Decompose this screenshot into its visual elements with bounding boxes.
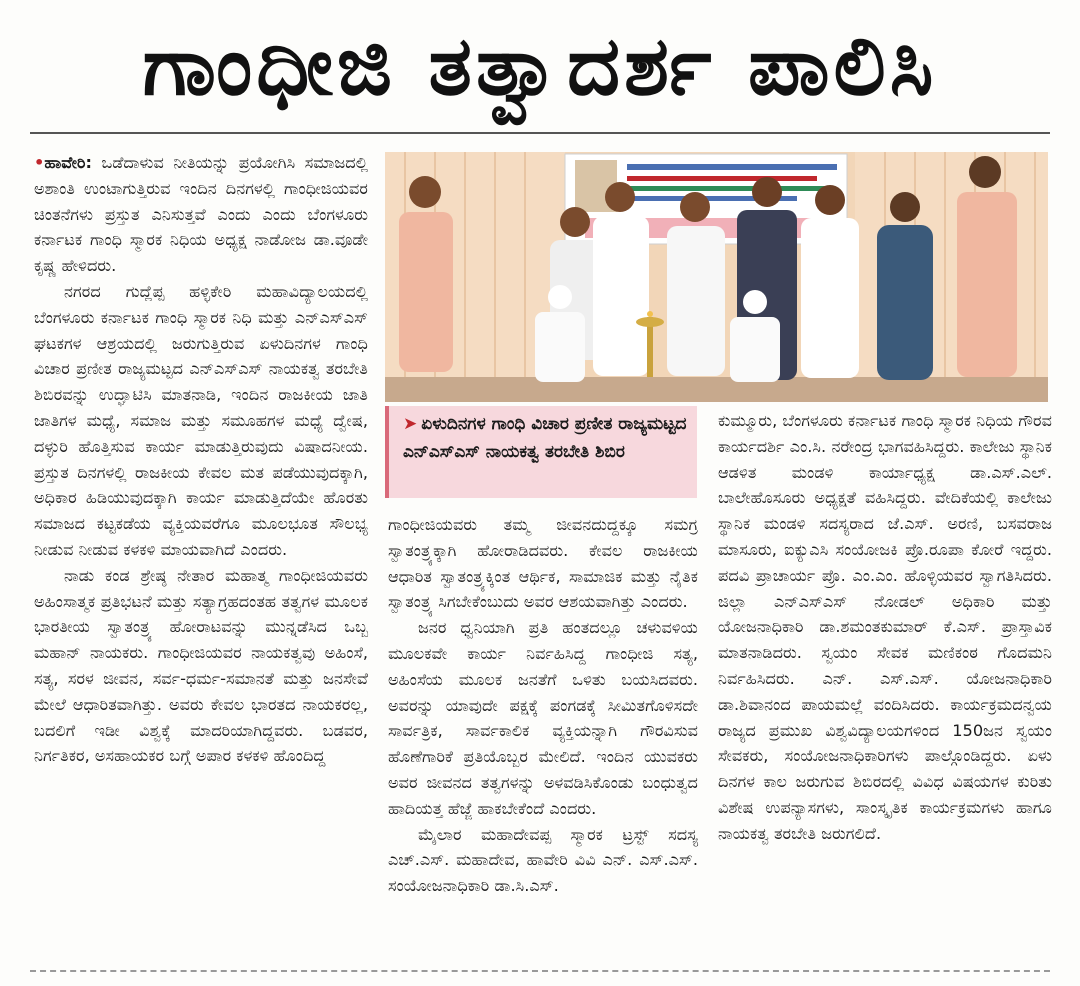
article-column-2	[388, 512, 698, 899]
event-photo-illustration	[385, 152, 1048, 402]
caption-arrow-icon: ➤	[403, 414, 418, 434]
article-paragraph: ಗಾಂಧೀಜಿಯವರು ತಮ್ಮ ಜೀವನದುದ್ದಕ್ಕೂ ಸಮಗ್ರ ಸ್ವಾತಂತ್ರ್ಯಕ್ಕಾಗಿ ಹೋರಾಡಿದವರು. ಕೇವಲ ರಾಜಕೀಯ ಆಧಾರಿತ ಸ್ವಾತಂತ್ರ್ಯಕ್ಕಿಂತ ಆರ್ಥಿಕ, ಸಾಮಾಜಿಕ ಮತ್ತು ನೈತಿಕ ಸ್ವಾತಂತ್ರ್ಯ ಸಿಗಬೇಕೆಂಬುದು ಅವರ ಆಶಯವಾಗಿತ್ತು ಎಂದರು.	[388, 515, 698, 612]
article-paragraph: ನಗರದ ಗುದ್ಲೆಪ್ಪ ಹಳ್ಳಿಕೇರಿ ಮಹಾವಿದ್ಯಾಲಯದಲ್ಲಿ ಬೆಂಗಳೂರು ಕರ್ನಾಟಕ ಗಾಂಧಿ ಸ್ಮಾರಕ ನಿಧಿ ಮತ್ತು ಎನ್‌ಎಸ್‌ಎಸ್ ಘಟಕಗಳ ಆಶ್ರಯದಲ್ಲಿ ಜರುಗುತ್ತಿರುವ ಏಳುದಿನಗಳ ಗಾಂಧಿ ವಿಚಾರ ಪ್ರಣೀತ ರಾಜ್ಯಮಟ್ಟದ ಎನ್‌ಎಸ್‌ಎಸ್ ನಾಯಕತ್ವ ತರಬೇತಿ ಶಿಬಿರವನ್ನು ಉದ್ಘಾಟಿಸಿ ಮಾತನಾಡಿ, ಇಂದಿನ ರಾಜಕೀಯ ಜಾತಿ ಜಾತಿಗಳ ಮಧ್ಯೆ, ಸಮಾಜ ಮತ್ತು ಸಮೂಹಗಳ ಮಧ್ಯೆ ದ್ವೇಷ, ದಳ್ಳುರಿ ಹೊತ್ತಿಸುವ ಕಾರ್ಯ ಮಾಡುತ್ತಿರುವುದು ವಿಷಾದನೀಯ. ಪ್ರಸ್ತುತ ದಿನಗಳಲ್ಲಿ ರಾಜಕೀಯ ಕೇವಲ ಮತ ಪಡೆಯುವುದಕ್ಕಾಗಿ, ಅಧಿಕಾರ ಹಿಡಿಯುವುದಕ್ಕಾಗಿ ಕಾರ್ಯ ಮಾಡುತ್ತಿದೆಯೇ ಹೊರತು ಸಮಾಜದ ಕಟ್ಟಕಡೆಯ ವ್ಯಕ್ತಿಯವರೆಗೂ ಮೂಲಭೂತ ಸೌಲಭ್ಯ ನೀಡುವ ನೀಡುವ ಕಳಕಳಿ ಮಾಯವಾಗಿದೆ ಎಂದರು.	[34, 281, 368, 559]
paragraph-text: ಒಡೆದಾಳುವ ನೀತಿಯನ್ನು ಪ್ರಯೋಗಿಸಿ ಸಮಾಜದಲ್ಲಿ ಅಶಾಂತಿ ಉಂಟಾಗುತ್ತಿರುವ ಇಂದಿನ ದಿನಗಳಲ್ಲಿ ಗಾಂಧೀಜಿಯವರ ಚಿಂತನೆಗಳು ಪ್ರಸ್ತುತ ಎನಿಸುತ್ತವೆ ಎಂದು ಎಂದು ಬೆಂಗಳೂರು ಕರ್ನಾಟಕ ಗಾಂಧಿ ಸ್ಮಾರಕ ನಿಧಿಯ ಅಧ್ಯಕ್ಷ ನಾಡೋಜ ಡಾ.ವೂಡೇ ಕೃಷ್ಣ ಹೇಳಿದರು.	[34, 153, 368, 276]
bottom-rule	[30, 970, 1050, 973]
headline: ಗಾಂಧೀಜಿ ತತ್ವಾದರ್ಶ ಪಾಲಿಸಿ	[142, 19, 938, 114]
headline-rule	[30, 132, 1050, 134]
article-paragraph	[34, 150, 368, 279]
article-column-1	[34, 150, 368, 769]
photo-caption	[385, 406, 697, 498]
dateline: ಹಾವೇರಿ:	[44, 153, 93, 172]
article-column-3	[718, 408, 1052, 847]
dateline-bullet-icon: •	[34, 153, 45, 172]
article-paragraph: ಕುಮ್ಮೂರು, ಬೆಂಗಳೂರು ಕರ್ನಾಟಕ ಗಾಂಧಿ ಸ್ಮಾರಕ ನಿಧಿಯ ಗೌರವ ಕಾರ್ಯದರ್ಶಿ ಎಂ.ಸಿ. ನರೇಂದ್ರ ಭಾಗವಹಿಸಿದ್ದರು. ಕಾಲೇಜು ಸ್ಥಾನಿಕ ಆಡಳಿತ ಮಂಡಳಿ ಕಾರ್ಯಾಧ್ಯಕ್ಷ ಡಾ.ಎಸ್.ಎಲ್. ಬಾಲೇಹೊಸೂರು ಅಧ್ಯಕ್ಷತೆ ವಹಿಸಿದ್ದರು. ವೇದಿಕೆಯಲ್ಲಿ ಕಾಲೇಜು ಸ್ಥಾನಿಕ ಮಂಡಳಿ ಸದಸ್ಯರಾದ ಜೆ.ಎಸ್. ಅರಣಿ, ಬಸವರಾಜ ಮಾಸೂರು, ಐಕ್ಯುಎಸಿ ಸಂಯೋಜಕಿ ಪ್ರೊ.ರೂಪಾ ಕೋರೆ ಇದ್ದರು. ಪದವಿ ಪ್ರಾಚಾರ್ಯ ಪ್ರೊ. ಎಂ.ಎಂ. ಹೊಳ್ಳಿಯವರ ಸ್ವಾಗತಿಸಿದರು. ಜಿಲ್ಲಾ ಎನ್‌ಎಸ್‌ಎಸ್ ನೋಡಲ್ ಅಧಿಕಾರಿ ಮತ್ತು ಯೋಜನಾಧಿಕಾರಿ ಡಾ.ಶಮಂತಕುಮಾರ್ ಕೆ.ಎಸ್. ಪ್ರಾಸ್ತಾವಿಕ ಮಾತನಾಡಿದರು. ಸ್ವಯಂ ಸೇವಕ ಮಣಿಕಂಠ ಗೊದಮನಿ ನಿರ್ವಹಿಸಿದರು. ಎನ್. ಎಸ್.ಎಸ್. ಯೋಜನಾಧಿಕಾರಿ ಡಾ.ಶಿವಾನಂದ ಪಾಯಮಲ್ಲೆ ವಂದಿಸಿದರು. ಕಾರ್ಯಕ್ರಮದನ್ವಯ ರಾಜ್ಯದ ಪ್ರಮುಖ ವಿಶ್ವವಿದ್ಯಾಲಯಗಳಿಂದ 150ಜನ ಸ್ವಯಂ ಸೇವಕರು, ಸಂಯೋಜನಾಧಿಕಾರಿಗಳು ಪಾಲ್ಗೊಂಡಿದ್ದರು. ಏಳು ದಿನಗಳ ಕಾಲ ಜರುಗುವ ಶಿಬಿರದಲ್ಲಿ ವಿವಿಧ ವಿಷಯಗಳ ಕುರಿತು ವಿಶೇಷ ಉಪನ್ಯಾಸಗಳು, ಸಾಂಸ್ಕೃತಿಕ ಕಾರ್ಯಕ್ರಮಗಳು ಹಾಗೂ ನಾಯಕತ್ವ ತರಬೇತಿ ಜರುಗಲಿದೆ.	[718, 411, 1052, 843]
article-paragraph: ನಾಡು ಕಂಡ ಶ್ರೇಷ್ಠ ನೇತಾರ ಮಹಾತ್ಮ ಗಾಂಧೀಜಿಯವರು ಅಹಿಂಸಾತ್ಮಕ ಪ್ರತಿಭಟನೆ ಮತ್ತು ಸತ್ಯಾಗ್ರಹದಂತಹ ತತ್ವಗಳ ಮೂಲಕ ಭಾರತೀಯ ಸ್ವಾತಂತ್ರ್ಯ ಹೋರಾಟವನ್ನು ಮುನ್ನಡೆಸಿದ ಒಬ್ಬ ಮಹಾನ್ ನಾಯಕರು. ಗಾಂಧೀಜಿಯವರ ನಾಯಕತ್ವವು ಅಹಿಂಸೆ, ಸತ್ಯ, ಸರಳ ಜೀವನ, ಸರ್ವ-ಧರ್ಮ-ಸಮಾನತೆ ಮತ್ತು ಜನಸೇವೆ ಮೇಲೆ ಆಧಾರಿತವಾಗಿತ್ತು. ಅವರು ಕೇವಲ ಭಾರತದ ನಾಯಕರಲ್ಲ, ಬದಲಿಗೆ ಇಡೀ ವಿಶ್ವಕ್ಕೆ ಮಾದರಿಯಾಗಿದ್ದವರು. ಬಡವರ, ನಿರ್ಗತಿಕರ, ಅಸಹಾಯಕರ ಬಗ್ಗೆ ಅಪಾರ ಕಳಕಳಿ ಹೊಂದಿದ್ದ	[34, 565, 368, 766]
article-paragraph: ಮೈಲಾರ ಮಹಾದೇವಪ್ಪ ಸ್ಮಾರಕ ಟ್ರಸ್ಟ್ ಸದಸ್ಯ ಎಚ್.ಎಸ್. ಮಹಾದೇವ, ಹಾವೇರಿ ವಿವಿ ಎನ್. ಎಸ್.ಎಸ್. ಸಂಯೋಜನಾಧಿಕಾರಿ ಡಾ.ಸಿ.ಎಸ್.	[388, 824, 698, 896]
caption-text: ಏಳುದಿನಗಳ ಗಾಂಧಿ ವಿಚಾರ ಪ್ರಣೀತ ರಾಜ್ಯಮಟ್ಟದ ಎನ್‌ಎಸ್‌ಎಸ್ ನಾಯಕತ್ವ ತರಬೇತಿ ಶಿಬಿರ	[403, 414, 687, 462]
article-paragraph: ಜನರ ಧ್ವನಿಯಾಗಿ ಪ್ರತಿ ಹಂತದಲ್ಲೂ ಚಳುವಳಿಯ ಮೂಲಕವೇ ಕಾರ್ಯ ನಿರ್ವಹಿಸಿದ್ದ ಗಾಂಧೀಜಿ ಸತ್ಯ, ಅಹಿಂಸೆಯ ಮೂಲಕ ಜನತೆಗೆ ಒಳಿತು ಬಯಸಿದವರು. ಅವರನ್ನು ಯಾವುದೇ ಪಕ್ಷಕ್ಕೆ ಪಂಗಡಕ್ಕೆ ಸೀಮಿತಗೊಳಿಸದೇ ಸಾರ್ವತ್ರಿಕ, ಸಾರ್ವಕಾಲಿಕ ವ್ಯಕ್ತಿಯನ್ನಾಗಿ ಗೌರವಿಸುವ ಹೊಣೆಗಾರಿಕೆ ಪ್ರತಿಯೊಬ್ಬರ ಮೇಲಿದೆ. ಇಂದಿನ ಯುವಕರು ಅವರ ಜೀವನದ ತತ್ವಗಳನ್ನು ಅಳವಡಿಸಿಕೊಂಡು ಬಂಧುತ್ವದ ಹಾದಿಯತ್ತ ಹೆಜ್ಜೆ ಹಾಕಬೇಕೆಂದೆ ಎಂದರು.	[388, 618, 698, 818]
event-photo	[385, 152, 1048, 402]
